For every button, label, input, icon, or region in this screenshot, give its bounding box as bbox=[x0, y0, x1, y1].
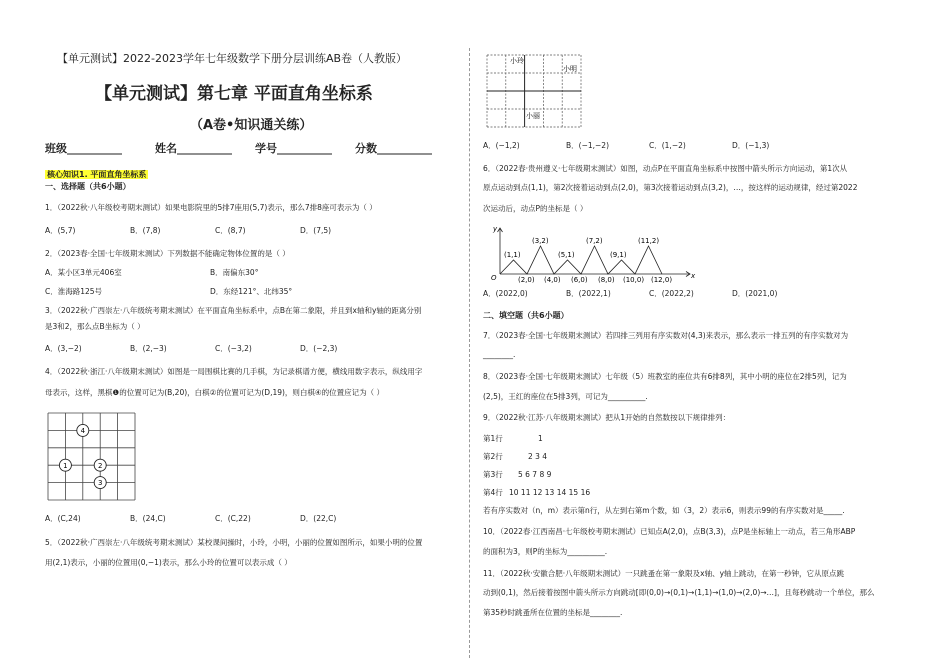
q9-stem: 9．（2022秋·江苏·八年级期末测试）把从1开始的自然数按以下规律排列： bbox=[483, 413, 731, 422]
q3-line2: 是3和2，那么点B坐标为（ ） bbox=[45, 322, 145, 331]
point-3-2: (3,2) bbox=[532, 237, 549, 245]
point-1-1: (1,1) bbox=[504, 251, 521, 259]
q8-line1: 8．（2023春·全国·七年级期末测试）七年级（5）班教室的座位共有6排8列，其中小明的座位在2排5列，记为 bbox=[483, 372, 847, 381]
q6-option-c: C．(2022,2) bbox=[649, 289, 694, 298]
q1-option-d: D．(7,5) bbox=[300, 226, 332, 235]
q9-row3-label: 第3行 bbox=[483, 470, 503, 479]
q2-option-a: A．某小区3单元406室 bbox=[45, 268, 122, 277]
q3-option-d: D．(−2,3) bbox=[300, 344, 338, 353]
document-header: 【单元测试】2022-2023学年七年级数学下册分层训练AB卷（人教版） bbox=[57, 52, 408, 65]
class-field: 班级__________ bbox=[45, 142, 122, 155]
go-stone-3 bbox=[94, 477, 106, 489]
q9-row4-label: 第4行 bbox=[483, 488, 503, 497]
q6-line2: 原点运动到点(1,1)，第2次接着运动到点(2,0)，第3次接着运动到点(3,2)，…，按这样的运动规律，经过第2022 bbox=[483, 183, 858, 192]
q2-option-b: B．南偏东30° bbox=[210, 268, 259, 277]
label-xiaoling: 小玲 bbox=[510, 57, 524, 65]
q6-option-b: B．(2022,1) bbox=[566, 289, 611, 298]
number-field: 学号__________ bbox=[255, 142, 332, 155]
q5-position-figure bbox=[485, 52, 585, 130]
q3-line1: 3．（2022秋·广西崇左·八年级统考期末测试）在平面直角坐标系中，点B在第二象限，并且到x轴和y轴的距离分别 bbox=[45, 306, 422, 315]
point-10-0: (10,0) bbox=[623, 276, 645, 284]
q4-option-a: A．(C,24) bbox=[45, 514, 81, 523]
q6-zigzag-path bbox=[500, 246, 662, 274]
name-field: 姓名__________ bbox=[155, 142, 232, 155]
q6-origin-label: O bbox=[491, 274, 497, 282]
q6-bottom-labels bbox=[518, 276, 672, 284]
q9-row1-nums: 1 bbox=[538, 434, 543, 443]
q9-row4-nums: 10 11 12 13 14 15 16 bbox=[509, 488, 591, 497]
q11-line2: 动到(0,1)，然后接着按图中箭头所示方向跳动[即(0,0)→(0,1)→(1,1)→(1,0)→(2,0)→…]，且每秒跳动一个单位，那么 bbox=[483, 588, 875, 597]
q6-axes bbox=[498, 228, 691, 277]
column-divider bbox=[469, 48, 471, 658]
q1-option-b: B．(7,8) bbox=[130, 226, 161, 235]
label-xiaoli: 小丽 bbox=[526, 112, 540, 120]
q5-option-d: D．(−1,3) bbox=[732, 141, 770, 150]
q6-line3: 次运动后，动点P的坐标是（ ） bbox=[483, 204, 588, 213]
q8-line2: (2,5)，王红的座位在5排3列，可记为__________. bbox=[483, 392, 648, 401]
section-choice-heading: 一、选择题（共6小题） bbox=[45, 182, 131, 191]
point-7-2: (7,2) bbox=[586, 237, 603, 245]
svg-text:3: 3 bbox=[97, 479, 103, 488]
go-stone-1 bbox=[59, 459, 71, 471]
label-xiaoming: 小明 bbox=[563, 65, 577, 73]
go-stone-2 bbox=[94, 459, 106, 471]
go-board-grid bbox=[48, 413, 135, 500]
knowledge-highlight: 核心知识1. 平面直角坐标系 bbox=[47, 170, 147, 179]
q4-option-d: D．(22,C) bbox=[300, 514, 337, 523]
go-board-figure bbox=[47, 412, 137, 504]
q5-line2: 用(2,1)表示，小丽的位置用(0,−1)表示，那么小玲的位置可以表示成（ ） bbox=[45, 558, 292, 567]
point-5-1: (5,1) bbox=[558, 251, 575, 259]
q9-row2-nums: 2 3 4 bbox=[528, 452, 548, 461]
point-4-0: (4,0) bbox=[544, 276, 561, 284]
section-fill-heading: 二、填空题（共6小题） bbox=[483, 311, 569, 320]
q7-line1: 7．（2023春·全国·七年级期末测试）若四排三列用有序实数对(4,3)来表示，那么表示一排五列的有序实数对为 bbox=[483, 331, 849, 340]
q6-top-labels bbox=[504, 237, 659, 259]
q4-option-c: C．(C,22) bbox=[215, 514, 251, 523]
score-field: 分数__________ bbox=[355, 142, 432, 155]
page-title: 【单元测试】第七章 平面直角坐标系 bbox=[95, 84, 373, 104]
point-11-2: (11,2) bbox=[638, 237, 660, 245]
q4-option-b: B．(24,C) bbox=[130, 514, 166, 523]
q11-line1: 11．（2022秋·安徽合肥·八年级期末测试）一只跳蚤在第一象限及x轴、y轴上跳动，在第一秒钟，它从原点跳 bbox=[483, 569, 845, 578]
q1-option-a: A．(5,7) bbox=[45, 226, 76, 235]
point-12-0: (12,0) bbox=[651, 276, 673, 284]
q5-option-b: B．(−1,−2) bbox=[566, 141, 609, 150]
q3-option-b: B．(2,−3) bbox=[130, 344, 167, 353]
q1-stem: 1．（2022秋·八年级校考期末测试）如果电影院里的5排7座用(5,7)表示，那么7排8座可表示为（ ） bbox=[45, 203, 377, 212]
q2-option-d: D．东经121°、北纬35° bbox=[210, 287, 293, 296]
knowledge-heading bbox=[45, 162, 148, 181]
q4-line2: 母表示，这样，黑棋❶的位置可记为(B,20)，白棋②的位置可记为(D,19)，则白棋④的位置应记为（ ） bbox=[45, 388, 385, 397]
q6-option-a: A．(2022,0) bbox=[483, 289, 528, 298]
svg-text:4: 4 bbox=[80, 427, 86, 435]
q2-option-c: C．淮海路125号 bbox=[45, 287, 103, 296]
q3-option-c: C．(−3,2) bbox=[215, 344, 252, 353]
q7-line2: ________. bbox=[483, 350, 516, 359]
q2-stem: 2．（2023春·全国·七年级期末测试）下列数据不能确定物体位置的是（ ） bbox=[45, 249, 290, 258]
point-6-0: (6,0) bbox=[571, 276, 588, 284]
q10-line2: 的面积为3，则P的坐标为__________. bbox=[483, 547, 608, 556]
page-subtitle: （A卷•知识通关练） bbox=[190, 118, 313, 133]
q10-line1: 10．（2022春·江西南昌·七年级校考期末测试）已知点A(2,0)，点B(3,3)，点P是坐标轴上一动点，若三角形ABP bbox=[483, 527, 856, 536]
q9-row2-label: 第2行 bbox=[483, 452, 503, 461]
point-2-0: (2,0) bbox=[518, 276, 535, 284]
q3-option-a: A．(3,−2) bbox=[45, 344, 82, 353]
q6-x-label: x bbox=[691, 272, 696, 280]
q4-line1: 4．（2022秋·浙江·八年级期末测试）如图是一局围棋比赛的几手棋，为记录棋谱方便，横线用数字表示，纵线用字 bbox=[45, 367, 423, 376]
svg-text:2: 2 bbox=[97, 461, 103, 470]
q9-tail: 若有序实数对（n，m）表示第n行，从左到右第m个数，如（3，2）表示6，则表示99的有序实数对是_____. bbox=[483, 506, 845, 515]
q5-option-c: C．(1,−2) bbox=[649, 141, 686, 150]
q5-line1: 5．（2022秋·广西崇左·八年级统考期末测试）某校课间操时，小玲，小明，小丽的位置如图所示，如果小明的位置 bbox=[45, 538, 423, 547]
q6-option-d: D．(2021,0) bbox=[732, 289, 778, 298]
q5-option-a: A．(−1,2) bbox=[483, 141, 520, 150]
point-9-1: (9,1) bbox=[610, 251, 627, 259]
q11-line3: 第35秒时跳蚤所在位置的坐标是________. bbox=[483, 608, 623, 617]
q9-row1-label: 第1行 bbox=[483, 434, 503, 443]
q6-line1: 6．（2022春·贵州遵义·七年级期末测试）如图，动点P在平面直角坐标系中按图中箭头所示方向运动，第1次从 bbox=[483, 164, 848, 173]
q1-option-c: C．(8,7) bbox=[215, 226, 246, 235]
go-stone-4 bbox=[77, 424, 89, 436]
q6-y-label: y bbox=[493, 225, 498, 233]
q9-row3-nums: 5 6 7 8 9 bbox=[518, 470, 552, 479]
svg-text:1: 1 bbox=[63, 461, 68, 470]
q6-zigzag-figure bbox=[485, 222, 700, 284]
point-8-0: (8,0) bbox=[598, 276, 615, 284]
